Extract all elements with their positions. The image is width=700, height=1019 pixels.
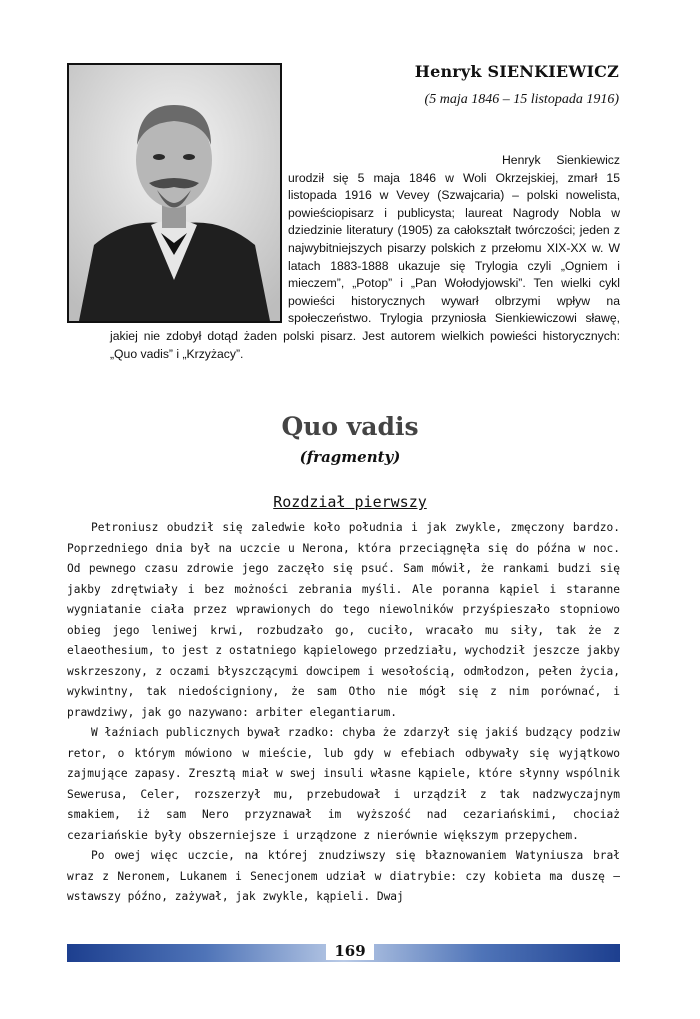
paragraph: W łaźniach publicznych bywał rzadko: chyba że zdarzył się jakiś budzący podziw retor, o którym mówiono w mieście, lub gdy w efebiach odbywały się wyjątkowo zajmujące zapasy. Zresztą miał w swej insuli własne kąpiele, które słynny wspólnik Sewerusa, Celer, rozszerzył mu, przebudował i urządził z tak nadzwyczajnym smakiem, iż sam Nero przyznawał im wyższość nad cezariańskimi, chociaż cezariańskie były obszerniejsze i urządzone z nierównie większym przepychem. [67, 726, 620, 842]
author-dates: (5 maja 1846 – 15 listopada 1916) [424, 92, 619, 107]
author-name: Henryk SIENKIEWICZ [414, 62, 619, 81]
chapter-heading [0, 493, 700, 511]
page-number-container [0, 942, 700, 960]
work-subtitle: (fragmenty) [299, 448, 401, 466]
paragraph: Po owej więc uczcie, na której znudziwszy się błaznowaniem Watyniusza brał wraz z Neronem, Lukanem i Senecjonem udział w diatrybie: czy kobieta ma duszę – wstawszy późno, zażywał, jak zwykle, kąpieli. Dwaj [67, 849, 620, 903]
biography-text: Henryk Sienkiewicz urodził się 5 maja 1846 w Woli Okrzejskiej, zmarł 15 listopada 1916 w Vevey (Szwajcaria) – polski nowelista, powieściopisarz i publicysta; laureat Nagrody Nobla w dziedzinie literatury (1905) za całokształt twórczości; jeden z najwybitniejszych pisarzy polskich z przełomu XIX-XX w. W latach 1883-1888 ukazuje się Trylogia czyli „Ogniem i mieczem”, „Potop” i „Pan Wołodyjowski”. Ten wielki cykl powieści historycznych wywarł olbrzymi wpływ na społeczeństwo. Trylogia przyniosła Sienkiewiczowi sławę, jakiej nie zdobył dotąd żaden polski pisarz. Jest autorem wielkich powieści historycznych: „Quo vadis” i „Krzyżacy”. [110, 153, 620, 361]
chapter-title: Rozdział pierwszy [273, 493, 427, 511]
paragraph: Petroniusz obudził się zaledwie koło południa i jak zwykle, zmęczony bardzo. Poprzedniego dnia był na uczcie u Nerona, która przeciągnęła się do późna w noc. Od pewnego czasu zdrowie jego zaczęło się psuć. Sam mówił, że rankami budzi się jakby zdrętwiały i bez możności zebrania myśli. Ale poranna kąpiel i staranne wygniatanie ciała przez wprawionych do tego niewolników przyśpieszało stopniowo obieg jego leniwej krwi, rozbudzało go, cuciło, wracało mu siły, tak że z elaeothesium, to jest z ostatniego kąpielowego przedziału, wychodził jeszcze jakby wskrzeszony, z oczami błyszczącymi dowcipem i wesołością, odmłodzon, pełen życia, wykwintny, tak niedościgniony, że sam Otho nie mógł się z nim porównać, i prawdziwy, jak go nazywano: arbiter elegantiarum. [67, 521, 620, 719]
author-biography [110, 152, 620, 382]
story-text [67, 518, 620, 908]
portrait-spacer [110, 152, 288, 317]
work-title: Quo vadis [281, 412, 419, 441]
page-number: 169 [326, 942, 373, 960]
